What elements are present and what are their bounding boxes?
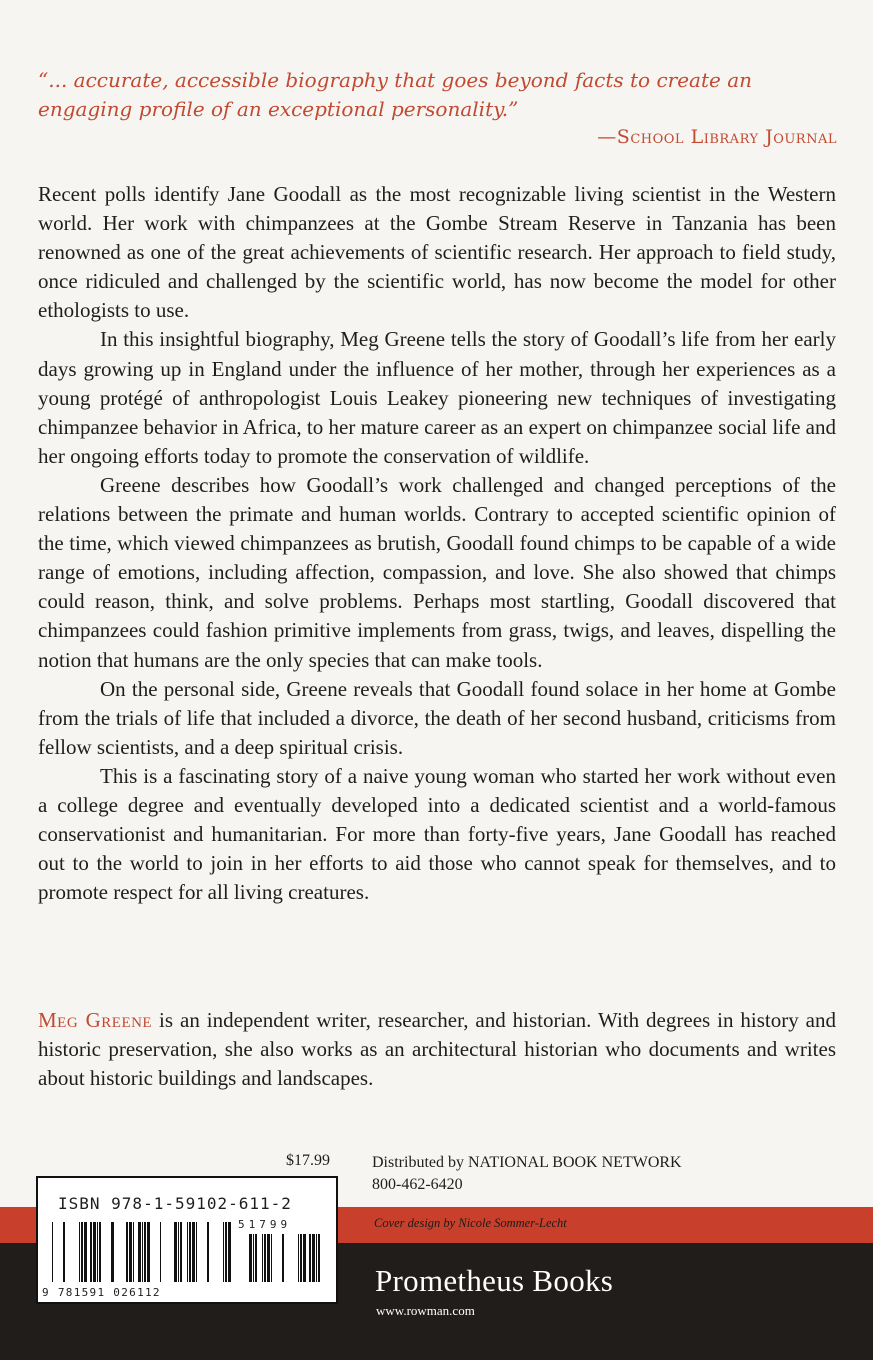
barcode-bar <box>207 1222 209 1282</box>
publisher-name: Prometheus Books <box>375 1263 614 1298</box>
barcode-bar <box>90 1222 92 1282</box>
book-description <box>38 180 836 907</box>
barcode-bar <box>228 1222 231 1282</box>
barcode-bar <box>81 1222 83 1282</box>
barcode-bar <box>129 1222 132 1282</box>
barcode-bar <box>93 1222 96 1282</box>
barcode-bar <box>133 1222 134 1282</box>
barcode-bar <box>138 1222 141 1282</box>
barcode-bar <box>249 1234 252 1282</box>
barcode-bar <box>52 1222 53 1282</box>
barcode-bar <box>225 1222 227 1282</box>
barcode-bar <box>147 1222 150 1282</box>
barcode-bar <box>282 1234 284 1282</box>
barcode-bar <box>180 1222 182 1282</box>
description-paragraph: Recent polls identify Jane Goodall as the most recognizable living scientist in the Western world. Her work with chimpanzees at the Gombe Stream Reserve in Tanzania has been renowned as one of the great achievements of scientific research. Her approach to field study, once ridiculed and challenged by the scientific world, has now become the model for other ethologists to use. <box>38 182 836 323</box>
barcode-bar <box>312 1234 315 1282</box>
barcode-bar <box>309 1234 311 1282</box>
barcode-bar <box>262 1234 263 1282</box>
isbn-barcode <box>36 1176 338 1304</box>
distributor-phone: 800-462-6420 <box>372 1176 463 1193</box>
barcode-bar <box>300 1234 302 1282</box>
cover-credit: Cover design by Nicole Sommer-Lecht <box>374 1216 567 1230</box>
description-paragraph: In this insightful biography, Meg Greene tells the story of Goodall’s life from her early days growing up in England under the influence of her mother, through her experiences as a young protégé of anthropologist Louis Leakey pioneering new techniques of investigating chimpanzee behavior in Africa, to her mature career as an expert on chimpanzee social life and her ongoing efforts today to promote the conservation of wildlife. <box>38 327 836 468</box>
publisher-url: www.rowman.com <box>376 1303 475 1318</box>
barcode-bar <box>97 1222 98 1282</box>
barcode-bar <box>253 1234 254 1282</box>
barcode-bar <box>192 1222 195 1282</box>
quote-attribution: —School Library Journal <box>597 126 837 148</box>
barcode-bar <box>178 1222 179 1282</box>
barcode-bars <box>38 1178 336 1302</box>
author-bio-text: is an independent writer, researcher, and historian. With degrees in history and historic preservation, she also works as an architectural historian who documents and writes about historic buildings and landscapes. <box>38 1008 836 1091</box>
distributor-name: Distributed by NATIONAL BOOK NETWORK <box>372 1154 682 1171</box>
barcode-bar <box>174 1222 177 1282</box>
review-quote: “... accurate, accessible biography that goes beyond facts to create an engaging profile of an exceptional personality.” <box>38 68 753 121</box>
price-label: $17.99 <box>286 1152 330 1169</box>
barcode-bar <box>298 1234 299 1282</box>
description-paragraph: On the personal side, Greene reveals that Goodall found solace in her home at Gombe from the trials of life that included a divorce, the death of her second husband, criticisms from fellow scientists, and a deep spiritual crisis. <box>38 676 836 759</box>
barcode-bar <box>84 1222 87 1282</box>
barcode-bar <box>271 1234 272 1282</box>
barcode-bar <box>187 1222 188 1282</box>
barcode-bar <box>255 1234 257 1282</box>
distributor-info <box>372 1152 682 1196</box>
author-name: Meg Greene <box>38 1008 153 1032</box>
barcode-bar <box>189 1222 191 1282</box>
barcode-bar <box>318 1234 320 1282</box>
description-paragraph: This is a fascinating story of a naive young woman who started her work without even a college degree and eventually developed into a dedicated scientist and a world-famous conservationist and humanitarian. For more than forty-five years, Jane Goodall has reached out to the world to join in her efforts to aid those who cannot speak for themselves, and to promote respect for all living creatures. <box>38 763 836 905</box>
description-paragraph: Greene describes how Goodall’s work challenged and changed perceptions of the relations between the primate and human worlds. Contrary to accepted scientific opinion of the time, which viewed chimpanzees as brutish, Goodall found chimps to be capable of a wide range of emotions, including affection, compassion, and love. She also showed that chimps could reason, think, and solve problems. Perhaps most startling, Goodall discovered that chimpanzees could fashion primitive implements from grass, twigs, and leaves, dispelling the notion that humans are the only species that can make tools. <box>38 472 836 672</box>
barcode-bar <box>196 1222 197 1282</box>
author-bio <box>38 1006 836 1093</box>
barcode-bar <box>111 1222 114 1282</box>
barcode-bar <box>126 1222 128 1282</box>
addon-digits: 51799 <box>238 1218 292 1231</box>
barcode-bar <box>99 1222 101 1282</box>
barcode-bar <box>79 1222 80 1282</box>
barcode-bar <box>316 1234 317 1282</box>
barcode-bar <box>303 1234 306 1282</box>
isbn-number: ISBN 978-1-59102-611-2 <box>58 1194 292 1213</box>
barcode-bar <box>63 1222 65 1282</box>
ean-digits: 9 781591 026112 <box>42 1286 161 1299</box>
barcode-bar <box>142 1222 143 1282</box>
barcode-bar <box>223 1222 224 1282</box>
barcode-bar <box>267 1234 270 1282</box>
barcode-bar <box>144 1222 146 1282</box>
barcode-bar <box>160 1222 161 1282</box>
barcode-bar <box>264 1234 266 1282</box>
